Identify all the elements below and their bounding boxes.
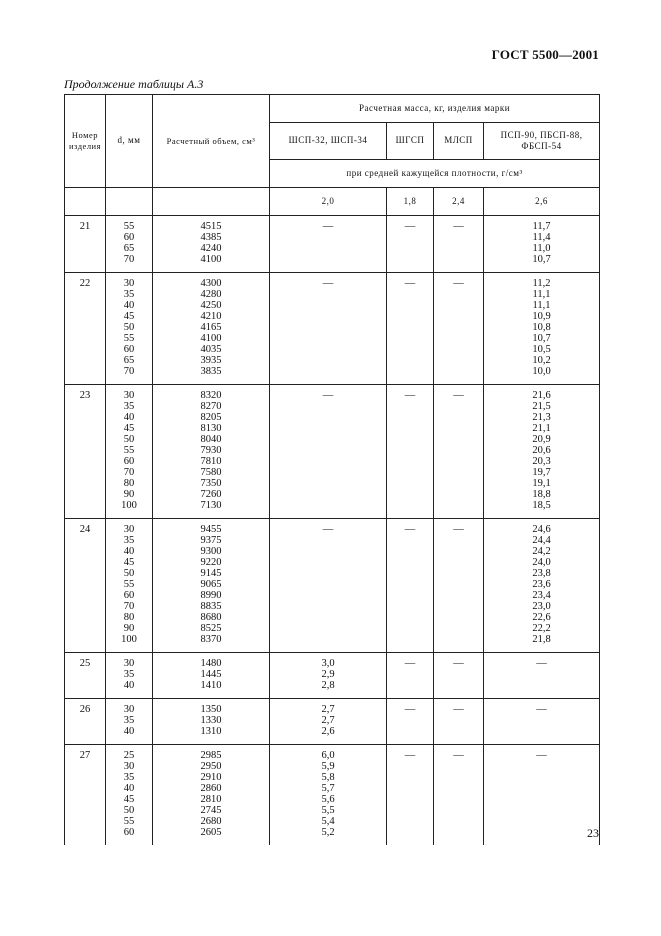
table-row-group [65,273,600,385]
col-header-item: Номер изделия [65,95,106,188]
cell-value: 35 [123,289,135,300]
density-value: 2,4 [434,188,484,216]
cell-value: 1350 [200,704,222,715]
cell-value: 1445 [200,669,222,680]
cell-value: 3,0 [321,658,335,669]
cell-value: 30 [123,390,135,401]
density-value: 1,8 [387,188,434,216]
cell-value: 8370 [200,634,222,645]
cell-value: 2745 [200,805,222,816]
cell-value: 2,6 [321,726,335,737]
table-row-group [65,653,600,699]
cell-value: — [404,278,416,289]
cell-value: 2860 [200,783,222,794]
cell-m4 [484,699,600,745]
cell-value: 10,5 [532,344,551,355]
cell-m4 [484,653,600,699]
cell-value: 9065 [200,579,222,590]
cell-value: — [322,390,334,401]
cell-value: 4035 [200,344,222,355]
cell-value: 80 [123,612,135,623]
cell-value: 90 [123,623,135,634]
cell-d [106,216,153,273]
cell-value: 7130 [200,500,222,511]
cell-value: 5,6 [321,794,335,805]
table-row [65,385,600,519]
cell-value: 55 [123,816,135,827]
cell-value: — [322,221,334,232]
cell-value: 21,1 [532,423,551,434]
cell-value: — [453,278,464,289]
table-row [65,273,600,385]
cell-value: 55 [123,221,135,232]
item-number: 24 [65,519,106,653]
cell-value: 8040 [200,434,222,445]
cell-m4 [484,273,600,385]
cell-value: 35 [123,715,135,726]
cell-value: 55 [123,579,135,590]
item-number: 21 [65,216,106,273]
cell-value: 23,4 [532,590,551,601]
cell-value: 11,7 [532,221,551,232]
cell-value: 8270 [200,401,222,412]
col-header-volume: Расчетный объем, см³ [153,95,270,188]
cell-value: 45 [123,423,135,434]
cell-value: 10,2 [532,355,551,366]
cell-value: 18,5 [532,500,551,511]
cell-value: 100 [121,500,137,511]
mass-header: Расчетная масса, кг, изделия марки [270,95,600,123]
col-header-d: d, мм [106,95,153,188]
cell-value: 1480 [200,658,222,669]
cell-value: 2985 [200,750,222,761]
cell-value: 25 [123,750,135,761]
table-row-group [65,216,600,273]
standard-code: ГОСТ 5500—2001 [491,47,599,62]
cell-d [106,385,153,519]
cell-value: — [453,524,464,535]
cell-value: 50 [123,322,135,333]
cell-value: 23,6 [532,579,551,590]
cell-vol [153,216,270,273]
cell-value: 11,1 [532,300,551,311]
cell-value: 60 [123,344,135,355]
cell-value: 6,0 [321,750,335,761]
cell-value: — [453,704,464,715]
cell-value: 2,7 [321,704,335,715]
table-row [65,519,600,653]
cell-value: 5,4 [321,816,335,827]
cell-value: 45 [123,311,135,322]
cell-value: 21,6 [532,390,551,401]
cell-value: 60 [123,456,135,467]
table-row [65,699,600,745]
item-number: 26 [65,699,106,745]
cell-value: 80 [123,478,135,489]
cell-value: 40 [123,546,135,557]
cell-value: 55 [123,333,135,344]
cell-value: 45 [123,557,135,568]
cell-value: 24,6 [532,524,551,535]
cell-m2 [387,519,434,653]
cell-m3 [434,699,484,745]
cell-value: 9455 [200,524,222,535]
table-row-group [65,385,600,519]
cell-d [106,273,153,385]
cell-m1 [270,385,387,519]
cell-m2 [387,653,434,699]
cell-value: 30 [123,524,135,535]
cell-value: 21,5 [532,401,551,412]
brand-header: ШГСП [387,123,434,160]
cell-value: 4100 [200,254,222,265]
cell-value: 22,6 [532,612,551,623]
cell-vol [153,699,270,745]
cell-value: 3835 [200,366,222,377]
cell-value: 9375 [200,535,222,546]
cell-value: 2605 [200,827,222,838]
cell-value: 40 [123,300,135,311]
cell-value: 30 [123,704,135,715]
cell-vol [153,519,270,653]
cell-m1 [270,653,387,699]
header-spacer [153,188,270,216]
cell-value: 10,0 [532,366,551,377]
cell-value: 24,4 [532,535,551,546]
cell-value: 11,4 [532,232,551,243]
cell-value: 1330 [200,715,222,726]
cell-value: 1310 [200,726,222,737]
cell-value: 24,2 [532,546,551,557]
cell-m1 [270,273,387,385]
item-number: 22 [65,273,106,385]
cell-value: — [404,658,416,669]
cell-value: 8320 [200,390,222,401]
cell-m2 [387,273,434,385]
density-value: 2,6 [484,188,600,216]
cell-value: 11,2 [532,278,551,289]
cell-value: 24,0 [532,557,551,568]
cell-m2 [387,216,434,273]
cell-value: 19,1 [532,478,551,489]
cell-value: — [404,750,416,761]
cell-m1 [270,699,387,745]
cell-value: 11,0 [532,243,551,254]
cell-value: 65 [123,243,135,254]
cell-value: 19,7 [532,467,551,478]
cell-value: 5,9 [321,761,335,772]
cell-m2 [387,385,434,519]
table-row [65,745,600,846]
cell-value: 23,0 [532,601,551,612]
cell-value: 4210 [200,311,222,322]
cell-value: 3935 [200,355,222,366]
cell-value: 40 [123,412,135,423]
cell-d [106,699,153,745]
cell-value: — [453,221,464,232]
cell-value: 10,8 [532,322,551,333]
cell-value: — [322,278,334,289]
cell-d [106,745,153,846]
cell-value: 65 [123,355,135,366]
brand-header: ПСП-90, ПБСП-88, ФБСП-54 [484,123,600,160]
cell-value: 4240 [200,243,222,254]
brand-header: МЛСП [434,123,484,160]
cell-vol [153,273,270,385]
cell-value: 9145 [200,568,222,579]
cell-value: 9220 [200,557,222,568]
cell-value: 8990 [200,590,222,601]
cell-vol [153,745,270,846]
cell-m3 [434,653,484,699]
cell-value: 7930 [200,445,222,456]
cell-value: 30 [123,761,135,772]
item-number: 27 [65,745,106,846]
cell-value: 35 [123,535,135,546]
cell-value: 2,7 [321,715,335,726]
cell-value: 40 [123,783,135,794]
cell-value: 2910 [200,772,222,783]
cell-value: 70 [123,467,135,478]
cell-value: 55 [123,445,135,456]
cell-value: 7350 [200,478,222,489]
cell-value: 2950 [200,761,222,772]
cell-value: 10,7 [532,254,551,265]
cell-value: 4385 [200,232,222,243]
header-spacer [65,188,106,216]
cell-value: 5,7 [321,783,335,794]
cell-value: 5,8 [321,772,335,783]
cell-value: 20,3 [532,456,551,467]
table-header [65,95,600,216]
cell-value: 4100 [200,333,222,344]
cell-value: 21,8 [532,634,551,645]
cell-value: — [404,704,416,715]
cell-value: — [453,390,464,401]
cell-value: 45 [123,794,135,805]
cell-m3 [434,216,484,273]
cell-value: — [536,750,547,761]
brand-header: ШСП-32, ШСП-34 [270,123,387,160]
cell-value: 4515 [200,221,222,232]
header-spacer [106,188,153,216]
cell-value: 50 [123,805,135,816]
cell-m3 [434,385,484,519]
table-row-group [65,745,600,846]
cell-value: 9300 [200,546,222,557]
cell-value: 35 [123,669,135,680]
cell-value: 10,9 [532,311,551,322]
cell-value: 40 [123,680,135,691]
cell-value: 21,3 [532,412,551,423]
table-row [65,653,600,699]
cell-value: 30 [123,278,135,289]
cell-m1 [270,519,387,653]
cell-value: 8835 [200,601,222,612]
cell-value: 18,8 [532,489,551,500]
cell-value: — [322,524,334,535]
cell-value: — [453,658,464,669]
cell-value: 5,2 [321,827,335,838]
cell-value: 23,8 [532,568,551,579]
cell-value: 40 [123,726,135,737]
cell-vol [153,385,270,519]
cell-value: 60 [123,232,135,243]
cell-value: 8130 [200,423,222,434]
cell-m3 [434,745,484,846]
cell-value: 60 [123,827,135,838]
cell-d [106,653,153,699]
cell-m2 [387,699,434,745]
cell-value: — [453,750,464,761]
cell-value: 50 [123,568,135,579]
cell-m3 [434,519,484,653]
cell-value: 22,2 [532,623,551,634]
cell-m3 [434,273,484,385]
cell-value: 60 [123,590,135,601]
density-header: при средней кажущейся плотности, г/см³ [270,160,600,188]
cell-value: 4250 [200,300,222,311]
cell-value: 8205 [200,412,222,423]
cell-value: 2,9 [321,669,335,680]
cell-value: 8525 [200,623,222,634]
cell-value: 4300 [200,278,222,289]
table-caption: Продолжение таблицы А.3 [64,77,204,91]
cell-m4 [484,745,600,846]
cell-m4 [484,385,600,519]
cell-value: 70 [123,254,135,265]
cell-value: 7580 [200,467,222,478]
cell-value: 2680 [200,816,222,827]
cell-value: 4280 [200,289,222,300]
density-value: 2,0 [270,188,387,216]
cell-value: 2,8 [321,680,335,691]
cell-value: 100 [121,634,137,645]
table-row-group [65,519,600,653]
cell-value: 7260 [200,489,222,500]
cell-value: 30 [123,658,135,669]
table-row [65,216,600,273]
cell-value: 11,1 [532,289,551,300]
cell-value: 4165 [200,322,222,333]
item-number: 25 [65,653,106,699]
cell-m4 [484,519,600,653]
cell-value: 5,5 [321,805,335,816]
cell-value: — [536,658,547,669]
data-table [64,94,600,845]
cell-value: 35 [123,401,135,412]
cell-d [106,519,153,653]
cell-m1 [270,216,387,273]
cell-vol [153,653,270,699]
cell-value: — [404,390,416,401]
cell-m2 [387,745,434,846]
table-row-group [65,699,600,745]
cell-value: — [404,221,416,232]
cell-value: 2810 [200,794,222,805]
item-number: 23 [65,385,106,519]
page-number: 23 [587,826,599,840]
cell-m4 [484,216,600,273]
cell-value: 20,9 [532,434,551,445]
cell-value: 10,7 [532,333,551,344]
cell-value: 70 [123,366,135,377]
cell-value: 70 [123,601,135,612]
cell-value: 8680 [200,612,222,623]
cell-value: 50 [123,434,135,445]
cell-value: 90 [123,489,135,500]
cell-m1 [270,745,387,846]
cell-value: — [536,704,547,715]
cell-value: — [404,524,416,535]
cell-value: 20,6 [532,445,551,456]
cell-value: 35 [123,772,135,783]
cell-value: 7810 [200,456,222,467]
cell-value: 1410 [200,680,222,691]
